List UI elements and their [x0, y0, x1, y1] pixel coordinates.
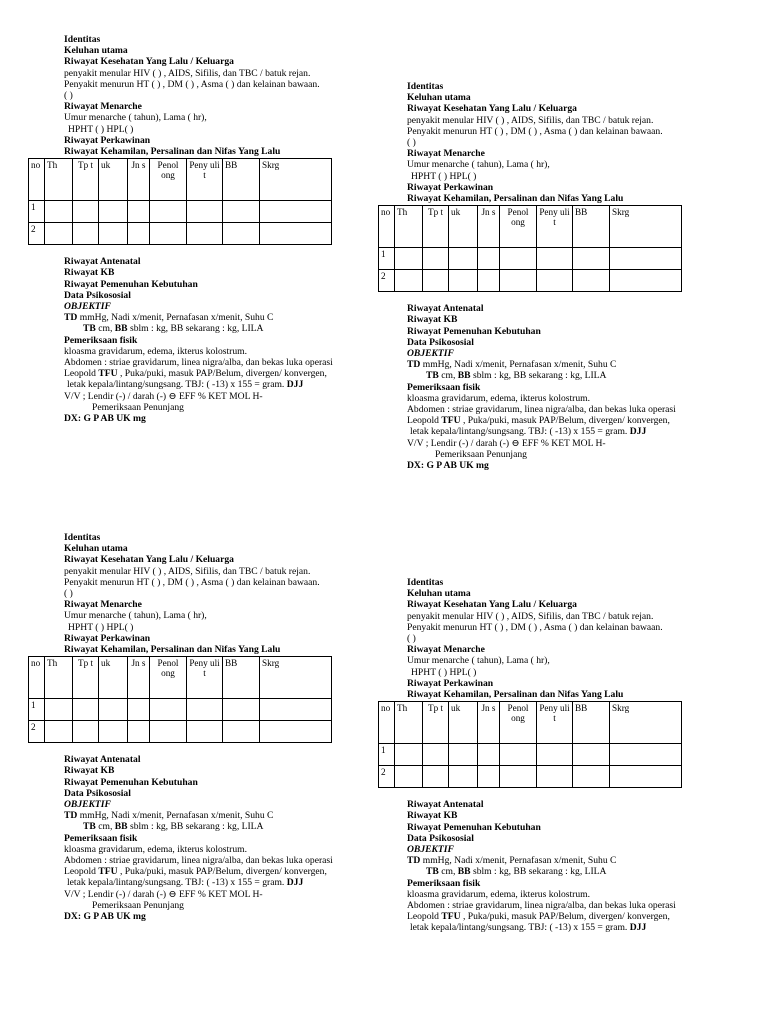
text-vv: V/V ; Lendir (-) / darah (-) ⊖ EFF % KET MOL H-: [407, 437, 606, 449]
heading-riwayat-kesehatan: Riwayat Kesehatan Yang Lalu / Keluarga: [64, 56, 234, 68]
tb-text: cm,: [98, 323, 113, 335]
table-cell: [537, 248, 573, 270]
text-pemeriksaan-penunjang: Pemeriksaan Penunjang: [435, 448, 527, 460]
td-label: TD: [64, 312, 78, 324]
th-jns: Jn s: [128, 657, 150, 699]
table-cell: [610, 744, 682, 766]
djj-label: DJJ: [629, 922, 647, 934]
table-row: [379, 766, 682, 788]
table-cell: [610, 248, 682, 270]
bb-label: BB: [457, 370, 471, 382]
th-penyulit: Peny uli t: [537, 206, 573, 248]
th-penyulit: Peny uli t: [187, 657, 223, 699]
bb-text: sblm : kg, BB sekarang : kg, LILA: [472, 370, 607, 382]
heading-pemeriksaan-fisik: Pemeriksaan fisik: [407, 877, 481, 889]
text-penyakit-menurun: Penyakit menurun HT ( ) , DM ( ) , Asma ( ) dan kelainan bawaan.: [407, 125, 663, 137]
leopold-text: , Puka/puki, masuk PAP/Belum, divergen/ konvergen,: [119, 866, 327, 878]
th-penolong: Penol ong: [150, 657, 187, 699]
heading-riwayat-perkawinan: Riwayat Perkawinan: [407, 677, 494, 689]
heading-riwayat-pemenuhan: Riwayat Pemenuhan Kebutuhan: [64, 776, 198, 788]
table-cell: [610, 270, 682, 292]
th-no: no: [29, 159, 45, 201]
heading-data-psikososial: Data Psikososial: [64, 787, 131, 799]
tb-label: TB: [83, 323, 96, 335]
text-vv: V/V ; Lendir (-) / darah (-) ⊖ EFF % KET MOL H-: [64, 390, 263, 402]
th-tpt: Tp t: [423, 206, 449, 248]
td-text: mmHg, Nadi x/menit, Pernafasan x/menit, Suhu C: [79, 810, 274, 822]
text-abdomen: Abdomen : striae gravidarum, linea nigra/alba, dan bekas luka operasi: [64, 357, 333, 369]
td-label: TD: [407, 359, 421, 371]
table-cell: [150, 721, 187, 743]
text-letak: [64, 877, 404, 888]
table-cell: [128, 721, 150, 743]
table-row: [379, 270, 682, 292]
heading-riwayat-kehamilan: Riwayat Kehamilan, Persalinan dan Nifas Yang Lalu: [64, 644, 281, 656]
bb-text: sblm : kg, BB sekarang : kg, LILA: [472, 866, 607, 878]
th-tpt: Tp t: [423, 702, 449, 744]
letak-text: letak kepala/lintang/sungsang. TBJ: ( -13) x 155 = gram.: [410, 426, 628, 438]
th-bb: BB: [223, 159, 260, 201]
table-cell: [45, 721, 73, 743]
text-penyakit-menular: penyakit menular HIV ( ) , AIDS, Sifilis, dan TBC / batuk rejan.: [64, 67, 311, 79]
text-kloasma: kloasma gravidarum, edema, ikterus kolostrum.: [64, 345, 248, 357]
text-hpht: HPHT ( ) HPL( ): [68, 123, 134, 135]
th-jns: Jn s: [128, 159, 150, 201]
table-cell: [395, 248, 423, 270]
heading-riwayat-pemenuhan: Riwayat Pemenuhan Kebutuhan: [407, 821, 541, 833]
table-row: [379, 744, 682, 766]
tb-label: TB: [426, 370, 439, 382]
bb-text: sblm : kg, BB sekarang : kg, LILA: [129, 323, 264, 335]
text-paren: ( ): [64, 588, 73, 600]
row-number: 2: [379, 766, 395, 788]
letak-text: letak kepala/lintang/sungsang. TBJ: ( -13) x 155 = gram.: [67, 877, 285, 889]
th-bb: BB: [573, 702, 610, 744]
heading-riwayat-menarche: Riwayat Menarche: [407, 148, 485, 160]
row-number: 1: [29, 201, 45, 223]
heading-riwayat-kehamilan: Riwayat Kehamilan, Persalinan dan Nifas Yang Lalu: [407, 689, 624, 701]
leopold-text: , Puka/puki, masuk PAP/Belum, divergen/ konvergen,: [462, 415, 670, 427]
table-row: [29, 223, 332, 245]
table-header-row: [29, 159, 332, 201]
table-cell: [395, 766, 423, 788]
text-dx: DX: G P AB UK mg: [407, 460, 489, 472]
heading-identitas: Identitas: [64, 532, 101, 543]
heading-keluhan-utama: Keluhan utama: [64, 543, 128, 555]
heading-pemeriksaan-fisik: Pemeriksaan fisik: [64, 334, 138, 346]
table-cell: [99, 699, 128, 721]
th-uk: uk: [99, 159, 128, 201]
table-row: [29, 721, 332, 743]
table-cell: [128, 201, 150, 223]
heading-riwayat-kehamilan: Riwayat Kehamilan, Persalinan dan Nifas Yang Lalu: [64, 146, 281, 158]
table-cell: [500, 766, 537, 788]
td-text: mmHg, Nadi x/menit, Pernafasan x/menit, Suhu C: [422, 855, 617, 867]
text-hpht: HPHT ( ) HPL( ): [411, 666, 477, 678]
table-cell: [73, 223, 99, 245]
table-header-row: [379, 702, 682, 744]
heading-riwayat-kesehatan: Riwayat Kesehatan Yang Lalu / Keluarga: [407, 599, 577, 611]
table-header-row: [29, 657, 332, 699]
heading-riwayat-kb: Riwayat KB: [407, 314, 458, 326]
text-letak: [407, 922, 747, 933]
text-leopold: [407, 911, 747, 922]
table-cell: [187, 223, 223, 245]
text-penyakit-menurun: Penyakit menurun HT ( ) , DM ( ) , Asma ( ) dan kelainan bawaan.: [64, 78, 320, 90]
heading-riwayat-kesehatan: Riwayat Kesehatan Yang Lalu / Keluarga: [64, 554, 234, 566]
table-cell: [99, 223, 128, 245]
bb-label: BB: [114, 323, 128, 335]
table-cell: [73, 201, 99, 223]
heading-data-psikososial: Data Psikososial: [407, 336, 474, 348]
text-vitals: [64, 312, 404, 323]
table-cell: [478, 744, 500, 766]
text-vitals: [407, 359, 747, 370]
table-cell: [45, 699, 73, 721]
table-cell: [99, 201, 128, 223]
heading-riwayat-pemenuhan: Riwayat Pemenuhan Kebutuhan: [64, 278, 198, 290]
text-menarche: Umur menarche ( tahun), Lama ( hr),: [64, 112, 207, 124]
th-th: Th: [45, 657, 73, 699]
heading-riwayat-kb: Riwayat KB: [64, 267, 115, 279]
heading-pemeriksaan-fisik: Pemeriksaan fisik: [64, 832, 138, 844]
th-penyulit: Peny uli t: [537, 702, 573, 744]
form-block: [381, 577, 747, 934]
table-cell: [128, 699, 150, 721]
heading-riwayat-antenatal: Riwayat Antenatal: [64, 754, 141, 766]
text-menarche: Umur menarche ( tahun), Lama ( hr),: [64, 610, 207, 622]
table-cell: [537, 744, 573, 766]
table-cell: [223, 699, 260, 721]
table-cell: [150, 699, 187, 721]
th-bb: BB: [223, 657, 260, 699]
table-cell: [500, 270, 537, 292]
table-cell: [260, 721, 332, 743]
th-penolong: Penol ong: [500, 702, 537, 744]
td-label: TD: [407, 855, 421, 867]
text-pemeriksaan-penunjang: Pemeriksaan Penunjang: [92, 899, 184, 911]
leopold-label: Leopold: [407, 911, 439, 923]
table-row: [379, 248, 682, 270]
table-cell: [260, 699, 332, 721]
heading-objektif: OBJEKTIF: [64, 799, 111, 811]
form-block: [31, 532, 404, 923]
th-penyulit: Peny uli t: [187, 159, 223, 201]
th-bb: BB: [573, 206, 610, 248]
th-no: no: [29, 657, 45, 699]
table-cell: [395, 270, 423, 292]
table-cell: [423, 766, 449, 788]
heading-keluhan-utama: Keluhan utama: [407, 92, 471, 104]
table-cell: [128, 223, 150, 245]
th-th: Th: [45, 159, 73, 201]
history-table: [378, 205, 682, 292]
tb-text: cm,: [98, 821, 113, 833]
text-abdomen: Abdomen : striae gravidarum, linea nigra/alba, dan bekas luka operasi: [407, 404, 676, 416]
table-cell: [260, 223, 332, 245]
td-text: mmHg, Nadi x/menit, Pernafasan x/menit, Suhu C: [422, 359, 617, 371]
row-number: 2: [379, 270, 395, 292]
text-vitals: [64, 810, 404, 821]
table-cell: [260, 201, 332, 223]
heading-objektif: OBJEKTIF: [407, 844, 454, 856]
heading-riwayat-antenatal: Riwayat Antenatal: [407, 303, 484, 315]
text-penyakit-menurun: Penyakit menurun HT ( ) , DM ( ) , Asma ( ) dan kelainan bawaan.: [64, 576, 320, 588]
text-anthropometry: [64, 323, 404, 334]
table-cell: [395, 744, 423, 766]
text-vitals: [407, 855, 747, 866]
text-dx: DX: G P AB UK mg: [64, 413, 146, 425]
th-uk: uk: [99, 657, 128, 699]
text-kloasma: kloasma gravidarum, edema, ikterus kolostrum.: [407, 392, 591, 404]
text-leopold: [64, 368, 404, 379]
history-table: [378, 701, 682, 788]
table-cell: [73, 721, 99, 743]
table-cell: [223, 223, 260, 245]
text-vv: V/V ; Lendir (-) / darah (-) ⊖ EFF % KET MOL H-: [64, 888, 263, 900]
tb-label: TB: [83, 821, 96, 833]
heading-riwayat-menarche: Riwayat Menarche: [407, 644, 485, 656]
th-uk: uk: [449, 206, 478, 248]
heading-riwayat-perkawinan: Riwayat Perkawinan: [407, 181, 494, 193]
djj-label: DJJ: [286, 877, 304, 889]
text-penyakit-menurun: Penyakit menurun HT ( ) , DM ( ) , Asma ( ) dan kelainan bawaan.: [407, 621, 663, 633]
heading-riwayat-menarche: Riwayat Menarche: [64, 599, 142, 611]
heading-riwayat-antenatal: Riwayat Antenatal: [64, 256, 141, 268]
th-skrg: Skrg: [260, 657, 332, 699]
th-tpt: Tp t: [73, 159, 99, 201]
td-label: TD: [64, 810, 78, 822]
table-cell: [500, 248, 537, 270]
table-cell: [537, 270, 573, 292]
bb-label: BB: [114, 821, 128, 833]
table-row: [29, 699, 332, 721]
heading-data-psikososial: Data Psikososial: [407, 832, 474, 844]
text-kloasma: kloasma gravidarum, edema, ikterus kolostrum.: [407, 888, 591, 900]
table-cell: [449, 270, 478, 292]
text-anthropometry: [407, 866, 747, 877]
heading-riwayat-kesehatan: Riwayat Kesehatan Yang Lalu / Keluarga: [407, 103, 577, 115]
heading-identitas: Identitas: [407, 577, 444, 588]
text-abdomen: Abdomen : striae gravidarum, linea nigra/alba, dan bekas luka operasi: [407, 900, 676, 912]
text-leopold: [64, 866, 404, 877]
heading-riwayat-kb: Riwayat KB: [64, 765, 115, 777]
table-cell: [573, 744, 610, 766]
table-cell: [423, 744, 449, 766]
heading-keluhan-utama: Keluhan utama: [64, 45, 128, 57]
text-paren: ( ): [407, 633, 416, 645]
heading-riwayat-perkawinan: Riwayat Perkawinan: [64, 134, 151, 146]
table-cell: [45, 201, 73, 223]
table-cell: [478, 270, 500, 292]
table-row: [29, 201, 332, 223]
leopold-text: , Puka/puki, masuk PAP/Belum, divergen/ konvergen,: [119, 368, 327, 380]
tfu-label: TFU: [98, 368, 118, 380]
heading-riwayat-kb: Riwayat KB: [407, 810, 458, 822]
heading-identitas: Identitas: [407, 81, 444, 92]
text-kloasma: kloasma gravidarum, edema, ikterus kolostrum.: [64, 843, 248, 855]
th-skrg: Skrg: [260, 159, 332, 201]
table-cell: [573, 766, 610, 788]
th-jns: Jn s: [478, 702, 500, 744]
row-number: 2: [29, 223, 45, 245]
table-cell: [223, 721, 260, 743]
leopold-label: Leopold: [407, 415, 439, 427]
td-text: mmHg, Nadi x/menit, Pernafasan x/menit, Suhu C: [79, 312, 274, 324]
tfu-label: TFU: [441, 415, 461, 427]
table-cell: [478, 248, 500, 270]
letak-text: letak kepala/lintang/sungsang. TBJ: ( -13) x 155 = gram.: [410, 922, 628, 934]
text-anthropometry: [407, 370, 747, 381]
row-number: 2: [29, 721, 45, 743]
letak-text: letak kepala/lintang/sungsang. TBJ: ( -13) x 155 = gram.: [67, 379, 285, 391]
text-paren: ( ): [407, 137, 416, 149]
tfu-label: TFU: [441, 911, 461, 923]
th-skrg: Skrg: [610, 206, 682, 248]
form-block: [31, 34, 404, 425]
table-cell: [573, 270, 610, 292]
table-cell: [423, 270, 449, 292]
djj-label: DJJ: [286, 379, 304, 391]
text-dx: DX: G P AB UK mg: [64, 911, 146, 923]
leopold-label: Leopold: [64, 368, 96, 380]
table-cell: [537, 766, 573, 788]
table-cell: [610, 766, 682, 788]
th-uk: uk: [449, 702, 478, 744]
text-letak: [407, 426, 747, 437]
th-tpt: Tp t: [73, 657, 99, 699]
heading-riwayat-perkawinan: Riwayat Perkawinan: [64, 632, 151, 644]
text-penyakit-menular: penyakit menular HIV ( ) , AIDS, Sifilis, dan TBC / batuk rejan.: [407, 114, 654, 126]
text-menarche: Umur menarche ( tahun), Lama ( hr),: [407, 159, 550, 171]
tb-text: cm,: [441, 370, 456, 382]
heading-identitas: Identitas: [64, 34, 101, 45]
text-penyakit-menular: penyakit menular HIV ( ) , AIDS, Sifilis, dan TBC / batuk rejan.: [407, 610, 654, 622]
th-no: no: [379, 206, 395, 248]
table-header-row: [379, 206, 682, 248]
th-th: Th: [395, 206, 423, 248]
table-cell: [423, 248, 449, 270]
table-cell: [187, 201, 223, 223]
heading-data-psikososial: Data Psikososial: [64, 289, 131, 301]
table-cell: [187, 699, 223, 721]
bb-text: sblm : kg, BB sekarang : kg, LILA: [129, 821, 264, 833]
text-pemeriksaan-penunjang: Pemeriksaan Penunjang: [92, 401, 184, 413]
leopold-label: Leopold: [64, 866, 96, 878]
leopold-text: , Puka/puki, masuk PAP/Belum, divergen/ konvergen,: [462, 911, 670, 923]
bb-label: BB: [457, 866, 471, 878]
tb-text: cm,: [441, 866, 456, 878]
djj-label: DJJ: [629, 426, 647, 438]
table-cell: [449, 766, 478, 788]
table-cell: [187, 721, 223, 743]
row-number: 1: [29, 699, 45, 721]
table-cell: [150, 201, 187, 223]
th-penolong: Penol ong: [150, 159, 187, 201]
text-abdomen: Abdomen : striae gravidarum, linea nigra/alba, dan bekas luka operasi: [64, 855, 333, 867]
table-cell: [500, 744, 537, 766]
heading-keluhan-utama: Keluhan utama: [407, 588, 471, 600]
text-letak: [64, 379, 404, 390]
th-skrg: Skrg: [610, 702, 682, 744]
heading-riwayat-pemenuhan: Riwayat Pemenuhan Kebutuhan: [407, 325, 541, 337]
heading-objektif: OBJEKTIF: [407, 348, 454, 360]
table-cell: [478, 766, 500, 788]
text-paren: ( ): [64, 90, 73, 102]
th-penolong: Penol ong: [500, 206, 537, 248]
heading-riwayat-kehamilan: Riwayat Kehamilan, Persalinan dan Nifas Yang Lalu: [407, 193, 624, 205]
tb-label: TB: [426, 866, 439, 878]
row-number: 1: [379, 248, 395, 270]
history-table: [28, 158, 332, 245]
th-jns: Jn s: [478, 206, 500, 248]
text-anthropometry: [64, 821, 404, 832]
table-cell: [73, 699, 99, 721]
th-th: Th: [395, 702, 423, 744]
text-leopold: [407, 415, 747, 426]
table-cell: [449, 744, 478, 766]
history-table: [28, 656, 332, 743]
table-cell: [150, 223, 187, 245]
text-penyakit-menular: penyakit menular HIV ( ) , AIDS, Sifilis, dan TBC / batuk rejan.: [64, 565, 311, 577]
table-cell: [223, 201, 260, 223]
th-no: no: [379, 702, 395, 744]
heading-objektif: OBJEKTIF: [64, 301, 111, 313]
text-hpht: HPHT ( ) HPL( ): [411, 170, 477, 182]
table-cell: [573, 248, 610, 270]
text-menarche: Umur menarche ( tahun), Lama ( hr),: [407, 655, 550, 667]
form-block: [381, 81, 747, 472]
table-cell: [45, 223, 73, 245]
heading-pemeriksaan-fisik: Pemeriksaan fisik: [407, 381, 481, 393]
table-cell: [99, 721, 128, 743]
heading-riwayat-antenatal: Riwayat Antenatal: [407, 799, 484, 811]
row-number: 1: [379, 744, 395, 766]
text-hpht: HPHT ( ) HPL( ): [68, 621, 134, 633]
tfu-label: TFU: [98, 866, 118, 878]
heading-riwayat-menarche: Riwayat Menarche: [64, 101, 142, 113]
table-cell: [449, 248, 478, 270]
